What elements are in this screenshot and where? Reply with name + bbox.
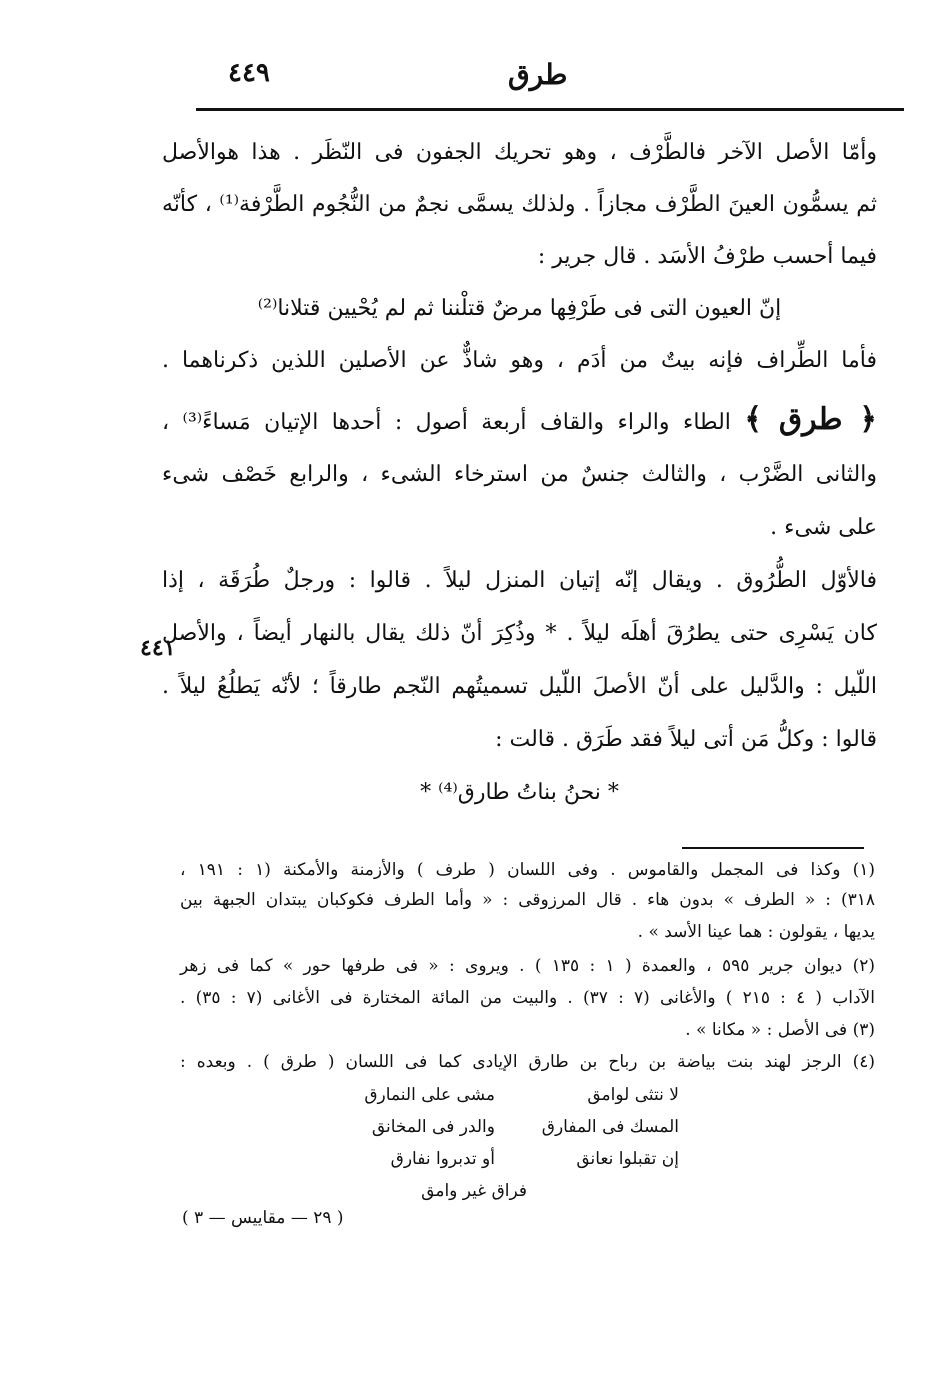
verse-1-right: لا نتثى لوامق [587, 1085, 679, 1105]
footnote-line-4: (٢) ديوان جرير ٥٩٥ ، والعمدة ( ١ : ١٣٥ ) . ويروى : « فى طرفها حور » كما فى زهر [180, 956, 875, 976]
root-entry-line [162, 402, 877, 437]
body-line-12: قالوا : وكلُّ مَن أتى ليلاً فقد طَرَق . قالت : [495, 727, 877, 752]
root-entry-text: الطاء والراء والقاف أربعة أصول : أحدها الإتيان مَساءً⁽³⁾ ، [162, 410, 731, 435]
footnote-line-6: (٣) فى الأصل : « مكانا » . [685, 1020, 875, 1040]
footnote-line-1: (١) وكذا فى المجمل والقاموس . وفى اللسان ( طرف ) والأزمنة والأمكنة (١ : ١٩١ ، [180, 860, 875, 880]
verse-2-left: والدر فى المخانق [371, 1117, 495, 1137]
verse-3-left: أو تدبروا نفارق [390, 1149, 495, 1169]
body-line-10: كان يَسْرِى حتى يطرُقَ أهلَه ليلاً . * وذُكِرَ أنّ ذلك يقال بالنهار أيضاً ، والأصل [162, 621, 877, 646]
root-heading: ﴿ طرق ﴾ [744, 402, 877, 437]
margin-page-number: ٤٤١ [140, 635, 176, 661]
footnote-rule [682, 847, 864, 849]
body-line-9: فالأوّل الطُّرُوق . ويقال إنّه إتيان المنزل ليلاً . قالوا : ورجلٌ طُرَقَة ، إذا [162, 568, 877, 593]
body-line-7: والثانى الضَّرْب ، والثالث جنسٌ من استرخاء الشىء ، والرابع خَصْف شىء [162, 462, 877, 487]
running-title: طرق [508, 58, 568, 91]
verse-2-right: المسك فى المفارق [541, 1117, 679, 1137]
footnote-line-3: يديها ، يقولون : هما عينا الأسد » . [637, 922, 875, 942]
header-rule [196, 108, 904, 111]
verse-1-left: مشى على النمارق [364, 1085, 495, 1105]
body-line-8: على شىء . [770, 515, 877, 540]
body-line-11: اللّيل : والدَّليل على أنّ الأصلَ اللّيل تسميتُهم النّجم طارقاً ؛ لأنّه يَطلُعُ ليلاً . [162, 674, 877, 699]
page-number: ٤٤٩ [228, 58, 270, 88]
body-line-5: فأما الطِّراف فإنه بيتٌ من أدَم ، وهو شاذٌّ عن الأصلين اللذين ذكرناهما . [162, 348, 877, 373]
body-line-3: فيما أحسب طرْفُ الأسَد . قال جرير : [537, 244, 877, 269]
verse-last: فراق غير وامق [421, 1181, 527, 1201]
footnote-line-2: ٣١٨) : « الطرف » بدون هاء . قال المرزوقى : « وأما الطرف فكوكبان يبتدان الجبهة بين [180, 890, 875, 910]
rajaz-line: * نحنُ بناتُ طارق⁽⁴⁾ * [420, 780, 619, 805]
signature-line: ( ٢٩ — مقاييس — ٣ ) [182, 1208, 344, 1228]
verse-3-right: إن تقبلوا نعانق [576, 1149, 679, 1169]
body-line-2: ثم يسمُّون العينَ الطَّرْف مجازاً . ولذلك يسمَّى نجمٌ من النُّجُوم الطَّرْفة⁽¹⁾ ، كأنّه [162, 192, 877, 217]
footnote-line-7: (٤) الرجز لهند بنت بياضة بن رباح بن طارق الإيادى كما فى اللسان ( طرق ) . وبعده : [180, 1052, 876, 1072]
verse-line: إنّ العيون التى فى طَرْفِها مرضٌ قتلْننا ثم لم يُحْيين قتلانا⁽²⁾ [257, 296, 782, 321]
body-line-1: وأمّا الأصل الآخر فالطَّرْف ، وهو تحريك الجفون فى النّظَر . هذا هوالأصل [162, 140, 877, 165]
footnote-line-5: الآداب ( ٤ : ٢١٥ ) والأغانى (٧ : ٣٧) . والبيت من المائة المختارة فى الأغانى (٧ : ٣٥) . [180, 988, 875, 1008]
